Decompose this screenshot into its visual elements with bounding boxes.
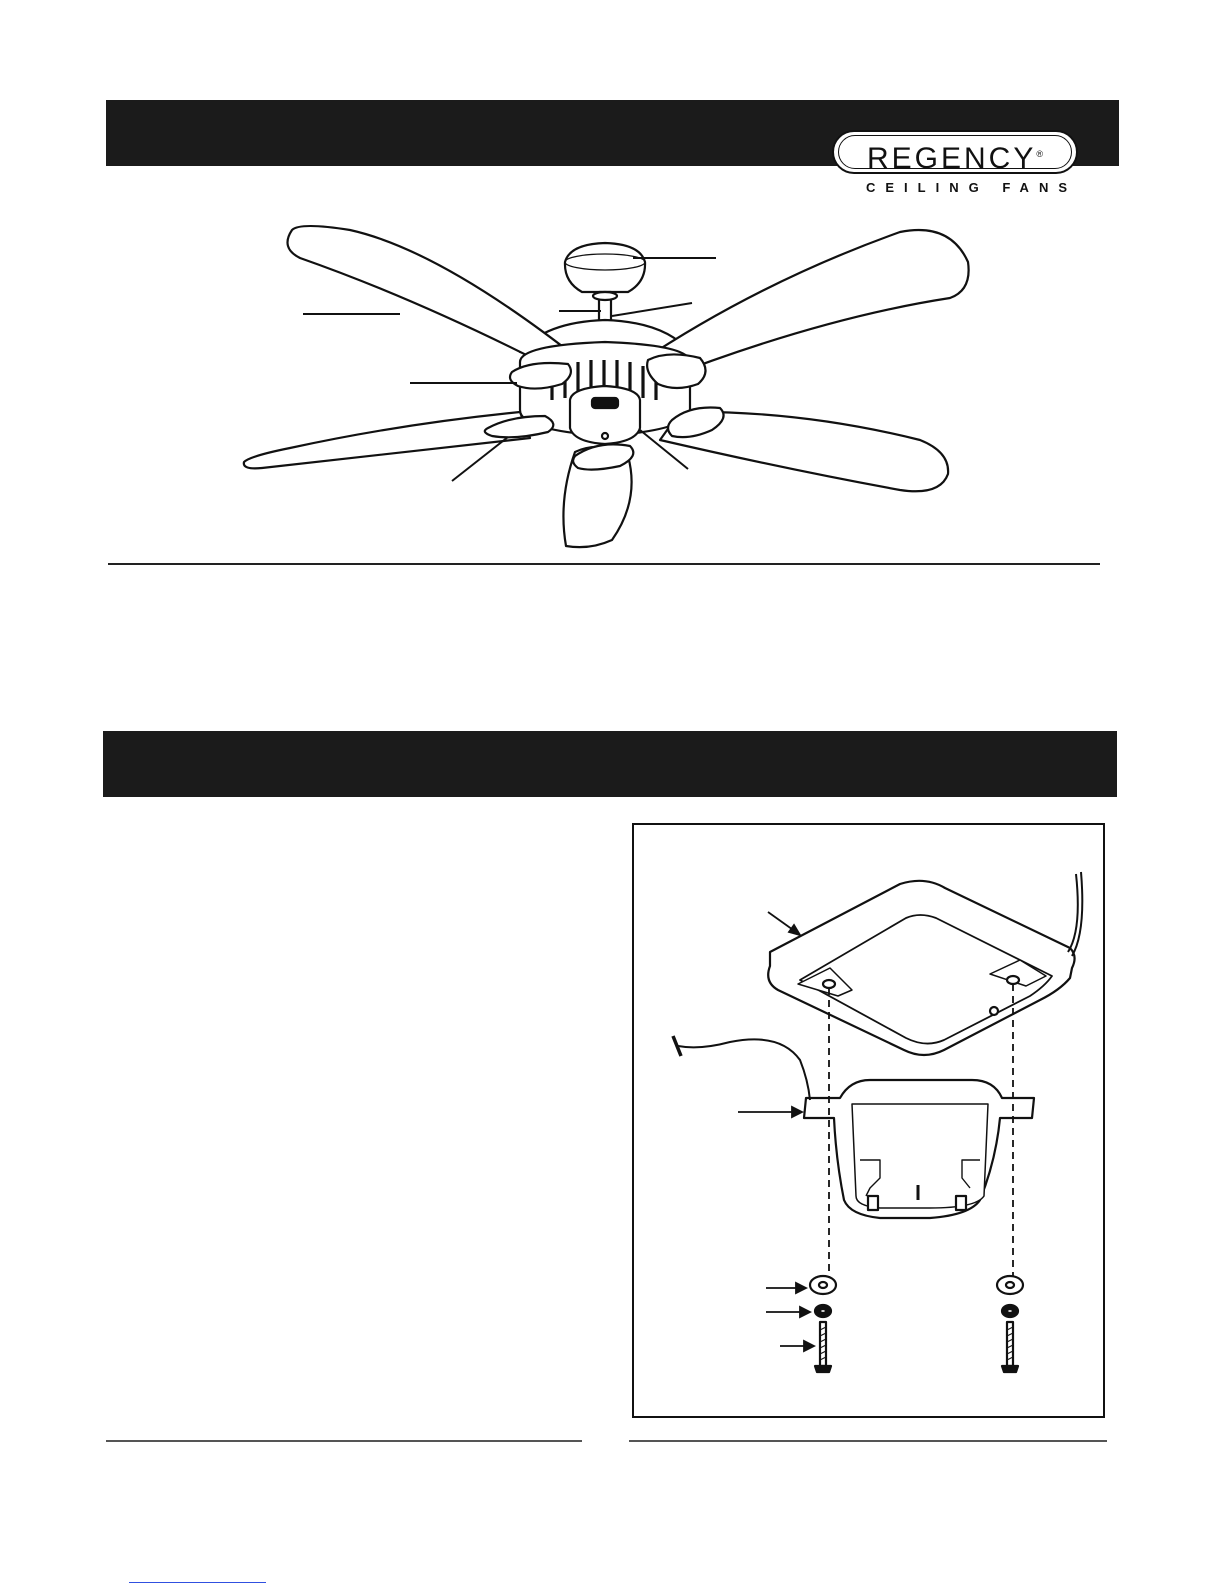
hardware-left <box>810 1276 836 1372</box>
blade-left <box>244 412 530 468</box>
footer-link-underline[interactable] <box>129 1582 266 1583</box>
callout-line-canopy-cover <box>612 303 692 316</box>
column-divider-right <box>629 1440 1107 1442</box>
ceiling-fan-illustration <box>230 215 980 555</box>
hardware-right <box>997 1276 1023 1372</box>
mounting-diagram-drawing <box>634 825 1103 1416</box>
regency-logo <box>826 124 1088 204</box>
blade-iron-back-right <box>647 354 705 388</box>
logo-wordmark: REGENCY <box>867 142 1037 175</box>
logo-tagline: CEILING FANS <box>866 180 1078 195</box>
section-header-bar <box>103 731 1117 797</box>
column-divider-left <box>106 1440 582 1442</box>
registered-mark: ® <box>1036 149 1043 159</box>
mounting-bracket-diagram <box>632 823 1105 1418</box>
logo-oval <box>832 130 1078 174</box>
section-divider <box>108 563 1100 565</box>
